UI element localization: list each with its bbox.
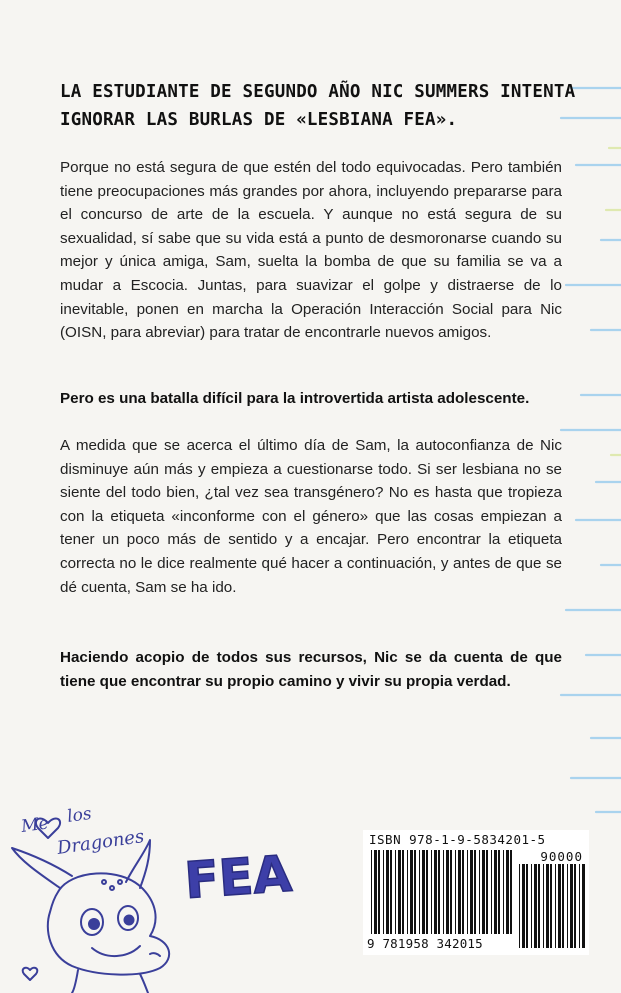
- barcode-bar: [519, 864, 520, 948]
- isbn-barcode: [363, 830, 589, 955]
- barcode-bar: [458, 850, 461, 934]
- barcode-bar: [414, 850, 416, 934]
- barcode-bar: [398, 850, 401, 934]
- barcode-bar: [538, 864, 540, 948]
- barcode-bar: [374, 850, 377, 934]
- barcode-bar: [402, 850, 404, 934]
- small-heart-icon: [23, 968, 38, 980]
- price-code: 90000: [540, 849, 583, 864]
- dragon-head-icon: [48, 873, 169, 974]
- barcode-bar: [494, 850, 497, 934]
- barcode-bar: [506, 850, 509, 934]
- barcode-bar: [474, 850, 476, 934]
- barcode-bar: [498, 850, 500, 934]
- sticker-handwritten-dragones: Dragones: [55, 825, 146, 859]
- barcode-bar: [503, 850, 504, 934]
- barcode-bar: [510, 850, 512, 934]
- barcode-bar: [526, 864, 528, 948]
- barcode-bar: [455, 850, 456, 934]
- barcode-bar: [582, 864, 585, 948]
- barcode-bar: [531, 864, 532, 948]
- barcode-bar: [491, 850, 492, 934]
- barcode-bar: [555, 864, 556, 948]
- barcode-bar: [562, 864, 564, 948]
- barcode-bar: [450, 850, 452, 934]
- dragon-sticker-illustration: [0, 770, 330, 993]
- barcode-bar: [482, 850, 485, 934]
- barcode-bar: [386, 850, 389, 934]
- barcode-bar: [467, 850, 468, 934]
- barcode-bar: [431, 850, 432, 934]
- barcode-bar: [410, 850, 413, 934]
- barcode-bar: [543, 864, 544, 948]
- barcode-bar: [426, 850, 428, 934]
- barcode-bar: [446, 850, 449, 934]
- barcode-bar: [522, 864, 525, 948]
- barcode-bar: [383, 850, 384, 934]
- isbn-label: ISBN 978-1-9-5834201-5: [369, 832, 546, 847]
- barcode-bar: [486, 850, 488, 934]
- barcode-bar: [534, 864, 537, 948]
- barcode-bar: [579, 864, 580, 948]
- barcode-bar: [395, 850, 396, 934]
- barcode-bar: [558, 864, 561, 948]
- synopsis-paragraph-4-bold: Haciendo acopio de todos sus recursos, Nic se da cuenta de que tiene que encontrar su propio camino y vivir su propia verdad.: [60, 649, 562, 690]
- barcode-bar: [407, 850, 408, 934]
- barcode-bar: [550, 864, 552, 948]
- synopsis-paragraph-1: Porque no está segura de que estén del todo equivocadas. Pero también tiene preocupaciones más grandes por ahora, incluyendo prepararse para el concurso de arte de la escuela. Y aunque no está segura de su sexualidad, sí sabe que su vida está a punto de desmoronarse cuando su mejor y única amiga, Sam, suelta la bomba de que su familia se va a mudar a Escocia. Juntas, para suavizar el golpe y distraerse de lo inevitable, ponen en marcha la Operación Interacción Social para Nic (OISN, para abreviar) para tratar de encontrarle nuevos amigos.: [60, 159, 562, 342]
- sticker-fea-text: FEA: [182, 844, 294, 910]
- barcode-bar: [371, 850, 372, 934]
- barcode-bar: [479, 850, 480, 934]
- back-cover-headline: LA ESTUDIANTE DE SEGUNDO AÑO NIC SUMMERS INTENTA IGNORAR LAS BURLAS DE «LESBIANA FEA».: [60, 82, 576, 130]
- barcode-bar: [567, 864, 568, 948]
- barcode-bar: [390, 850, 392, 934]
- sticker-handwritten-los: los: [65, 803, 93, 827]
- synopsis-paragraph-3: A medida que se acerca el último día de Sam, la autoconfianza de Nic disminuye aún más y empieza a cuestionarse todo. Si ser lesbiana no se siente del todo bien, ¿tal vez sea transgénero? No es hasta que tropieza con la etiqueta «inconforme con el género» que las cosas empiezan a tener un poco más de sentido y a encajar. Pero encontrar la etiqueta correcta no le dice realmente qué hacer a continuación, y antes de que se dé cuenta, Sam se ha ido.: [60, 437, 562, 596]
- barcode-bar: [422, 850, 425, 934]
- barcode-bar: [470, 850, 473, 934]
- synopsis-paragraph-2-bold: Pero es una batalla difícil para la introvertida artista adolescente.: [60, 390, 530, 407]
- barcode-bar: [443, 850, 444, 934]
- barcode-bar: [546, 864, 549, 948]
- barcode-bar: [434, 850, 437, 934]
- ean-digits: 9 781958 342015: [367, 936, 483, 951]
- sticker-handwritten-me: Me: [19, 813, 50, 837]
- barcode-bar: [574, 864, 576, 948]
- barcode-bar: [570, 864, 573, 948]
- barcode-bar: [462, 850, 464, 934]
- barcode-bar: [419, 850, 420, 934]
- barcode-bar: [438, 850, 440, 934]
- barcode-bar: [378, 850, 380, 934]
